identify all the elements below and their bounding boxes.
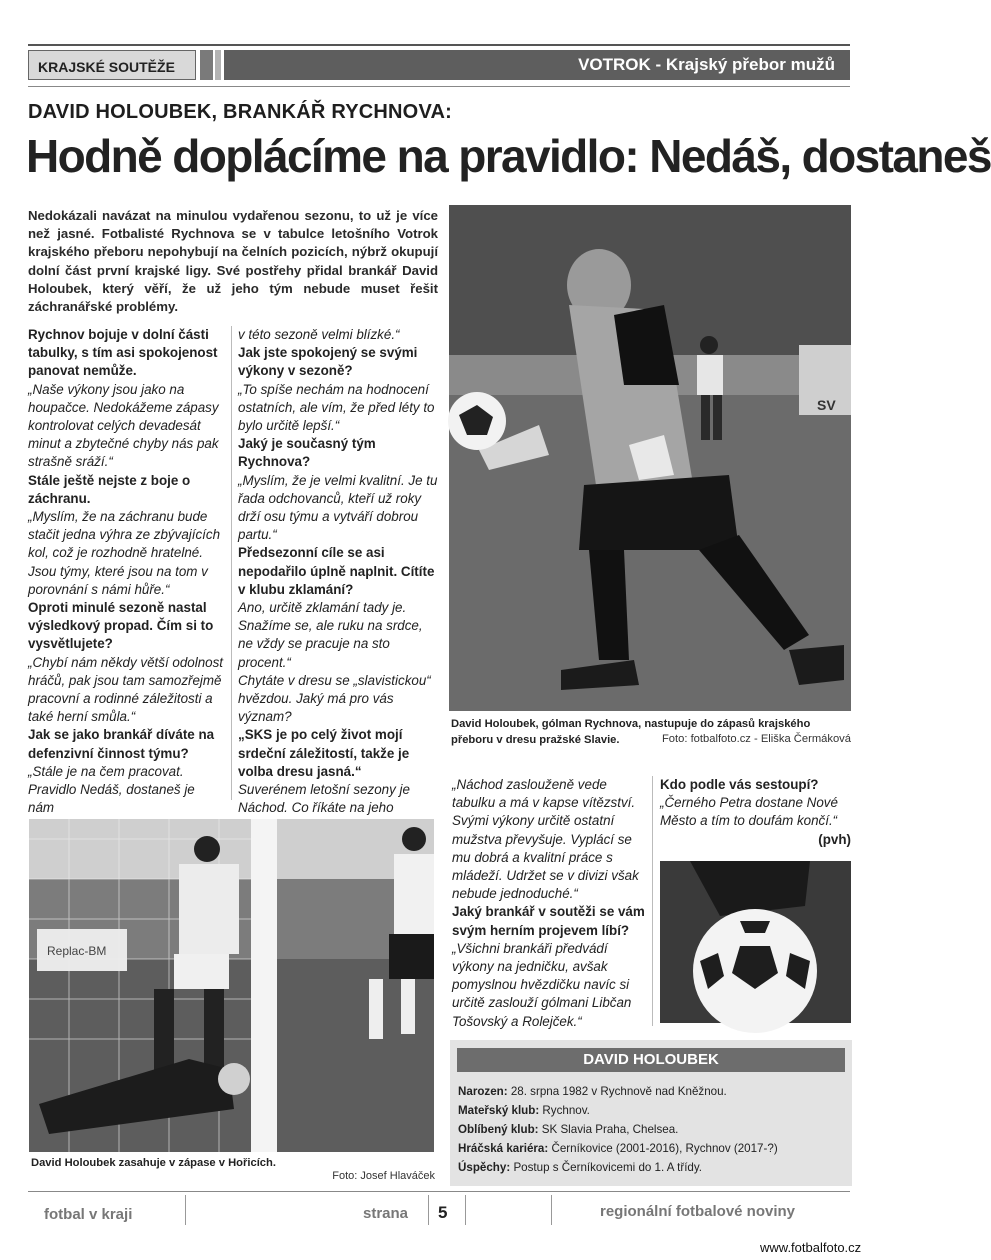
infobox-key: Hráčská kariéra: — [458, 1142, 549, 1155]
answer: „Všichni brankáři předvádí výkony na jedničku, avšak pomyslnou hvězdičku navíc si určitě zaslouží gólmani Libčan Tošovský a Rolejček.“ — [452, 940, 632, 1029]
question: Jak jste spokojený se svými výkony v sezoně? — [238, 345, 418, 379]
infobox-value: Černíkovice (2001-2016), Rychnov (2017-?) — [551, 1142, 778, 1155]
footer-divider — [185, 1195, 186, 1225]
footer-tagline: regionální fotbalové noviny — [600, 1203, 796, 1220]
article-kicker: DAVID HOLOUBEK, BRANKÁŘ RYCHNOVA: — [28, 101, 453, 123]
header-stripe — [200, 50, 213, 80]
question: Suverénem letošní sezony je Náchod. Co říkáte na jeho — [238, 782, 410, 816]
article-lead: Nedokázali navázat na minulou vydařenou sezonu, to už je více než jasné. Fotbalisté Rychnova se v tabulce letošního Votrok krajského přeboru nepohybují na čelních pozicích, nýbrž okupují dolní část první krajské ligy. Své postřehy přidal brankář David Holoubek, který věří, že už jeho tým nebude muset řešit záchranářské problémy. — [28, 208, 438, 315]
author-signature: (pvh) — [818, 831, 851, 847]
question: Jak se jako brankář díváte na defenzivní činnost týmu? — [28, 727, 215, 761]
answer: „Stále je na čem pracovat. Pravidlo Nedáš, dostaneš je nám — [28, 763, 195, 816]
ball-photo — [660, 861, 851, 1023]
watermark: www.fotbalfoto.cz — [760, 1240, 862, 1255]
footer-page-number: 5 — [438, 1203, 448, 1222]
infobox-key: Narozen: — [458, 1085, 508, 1098]
answer: „Naše výkony jsou jako na houpačce. Nedokážeme zápasy kontrolovat celých devadesát minut a zbytečné chyby nás pak strašně sráží.“ — [28, 381, 219, 470]
text-column-4 — [660, 776, 851, 849]
question: Oproti minulé sezoně nastal výsledkový propad. Čím si to vysvětlujete? — [28, 600, 214, 652]
infobox-key: Mateřský klub: — [458, 1104, 540, 1117]
text-column-2 — [238, 326, 438, 836]
infobox-row — [458, 1139, 848, 1158]
infobox-value: 28. srpna 1982 v Rychnově nad Kněžnou. — [510, 1085, 727, 1098]
text-column-3 — [452, 776, 645, 1031]
svg-text:SV: SV — [817, 397, 836, 413]
footer-rule — [28, 1191, 850, 1192]
save-photo-art — [29, 819, 434, 1152]
article-headline: Hodně doplácíme na pravidlo: Nedáš, dostaneš — [26, 130, 991, 182]
answer: „SKS je po celý život mojí srdeční záležitostí, takže je volba dresu jasná.“ — [238, 727, 410, 779]
header-stripe — [215, 50, 221, 80]
answer: „Náchod zaslouženě vede tabulku a má v kapse vítězství. Svými výkony určitě ostatní mužstva převyšuje. Vyplácí se mu dobrá a kvalitní práce s mládeží. Udržet se v divizi však nebude jednoduché.“ — [452, 777, 639, 902]
answer: „Chybí nám někdy větší odolnost hráčů, pak jsou tam samozřejmě pracovní a rodinné záležitosti a také herní smůla.“ — [28, 654, 224, 725]
infobox-value: SK Slavia Praha, Chelsea. — [541, 1123, 679, 1136]
question: Stále ještě nejste z boje o záchranu. — [28, 472, 191, 506]
infobox-row — [458, 1101, 848, 1120]
footer-page-label: strana — [363, 1205, 409, 1222]
infobox-value: Rychnov. — [542, 1104, 590, 1117]
main-photo-credit: Foto: fotbalfoto.cz - Eliška Čermáková — [661, 733, 851, 745]
infobox-row — [458, 1082, 848, 1101]
question: Kdo podle vás sestoupí? — [660, 777, 819, 792]
answer: „To spíše nechám na hodnocení ostatních, ale vím, že před léty to bylo určitě lepší.“ — [238, 381, 435, 434]
infobox-row — [458, 1158, 848, 1177]
question: Jaký je současný tým Rychnova? — [238, 436, 376, 470]
save-photo — [29, 819, 434, 1152]
header-rule-bottom — [28, 86, 850, 87]
header-rule-top — [28, 44, 850, 46]
competition-label: VOTROK - Krajský přebor mužů — [224, 50, 850, 80]
banner-text: Replac-BM — [47, 944, 107, 958]
column-divider — [652, 776, 653, 1026]
footer-divider — [551, 1195, 552, 1225]
column-divider — [231, 326, 232, 800]
second-photo-caption: David Holoubek zasahuje v zápase v Hořicích. — [31, 1157, 276, 1169]
footer-publication: fotbal v kraji — [44, 1206, 133, 1223]
main-photo-caption: David Holoubek, gólman Rychnova, nastupuje do zápasů krajského přeboru v dresu pražské Slavie. — [451, 718, 811, 746]
text-column-1 — [28, 326, 224, 817]
question: Rychnov bojuje v dolní části tabulky, s tím asi spokojenost panovat nemůže. — [28, 327, 218, 379]
question: Chytáte v dresu se „slavistickou“ hvězdou. Jaký má pro vás význam? — [238, 672, 431, 725]
footer-divider — [428, 1195, 429, 1225]
infobox-rows — [458, 1082, 848, 1177]
answer: „Myslím, že na záchranu bude stačit jedna výhra ze zbývajících kol, což je rozhodně hratelné. Jsou týmy, které jsou na tom v porovnání s námi hůře.“ — [28, 509, 221, 597]
section-label: KRAJSKÉ SOUTĚŽE — [28, 50, 196, 80]
footer-divider — [465, 1195, 466, 1225]
infobox-key: Úspěchy: — [458, 1161, 511, 1174]
infobox-value: Postup s Černíkovicemi do 1. A třídy. — [513, 1161, 703, 1174]
goalkeeper-photo — [449, 205, 851, 711]
infobox-title: DAVID HOLOUBEK — [457, 1048, 845, 1072]
question: Předsezonní cíle se asi nepodařilo úplně naplnit. Cítíte v klubu zklamání? — [238, 545, 435, 597]
answer: Ano, určitě zklamání tady je. Snažíme se, ale ruku na srdce, ne vždy se pracuje na sto procent.“ — [238, 600, 423, 670]
infobox-row — [458, 1120, 848, 1139]
infobox-key: Oblíbený klub: — [458, 1123, 539, 1136]
goalkeeper-photo-art — [449, 205, 851, 711]
second-photo-credit: Foto: Josef Hlaváček — [332, 1170, 435, 1182]
ball-photo-art — [660, 861, 851, 1023]
answer: „Myslím, že je velmi kvalitní. Je tu řada odchovanců, kteří už roky drží osu týmu a vytváří dobrou partu.“ — [238, 472, 438, 543]
answer: „Černého Petra dostane Nové Město a tím to doufám končí.“ — [660, 795, 838, 829]
answer: v této sezoně velmi blízké.“ — [238, 327, 400, 342]
question: Jaký brankář v soutěži se vám svým herním projevem líbí? — [452, 904, 645, 938]
